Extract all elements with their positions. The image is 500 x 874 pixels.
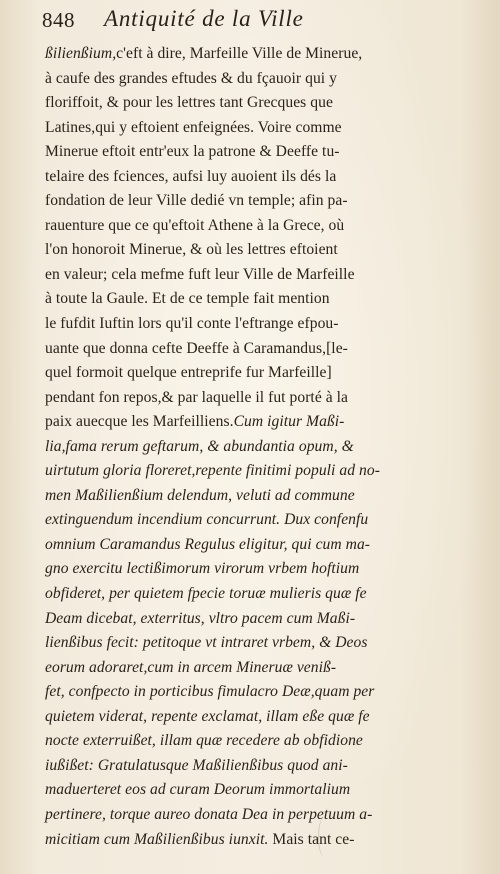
- text-line: [45, 828, 485, 853]
- latin-quote-segment: quietem viderat, repente exclamat, illam eße quæ fe: [45, 707, 370, 725]
- text-line: [45, 42, 485, 67]
- text-line: [45, 729, 485, 754]
- french-text-segment: c'eft à dire, Marfeille Ville de Minerue,: [116, 45, 363, 62]
- text-line: [45, 778, 485, 803]
- text-line: [45, 508, 485, 533]
- text-line: [45, 287, 485, 312]
- latin-quote-segment: obfideret, per quietem fpecie toruæ mulieris quæ fe: [45, 585, 367, 603]
- text-line: [45, 189, 485, 214]
- text-line: [45, 705, 485, 730]
- french-text-segment: floriffoit, & pour les lettres tant Grecques que: [45, 94, 333, 112]
- latin-quote-segment: lia,fama rerum geftarum, & abundantia opum, &: [45, 437, 354, 455]
- latin-quote-segment: eorum adoraret,cum in arcem Mineruæ veniß-: [45, 658, 337, 676]
- french-text-segment: Latines,qui y eftoient enfeignées. Voire comme: [45, 118, 342, 136]
- text-line: [45, 459, 485, 484]
- latin-quote-segment: micitiam cum Maßilienßibus iunxit.: [45, 830, 269, 848]
- text-line: [45, 680, 485, 705]
- text-line: [45, 557, 485, 582]
- text-line: [45, 631, 485, 656]
- text-line: [45, 140, 485, 165]
- latin-quote-segment: lienßibus fecit: petitoque vt intraret vrbem, & Deos: [45, 634, 368, 652]
- french-text-segment: Mais tant ce-: [268, 830, 355, 848]
- text-line: [45, 91, 485, 116]
- french-text-segment: l'on honoroit Minerue, & où les lettres eftoient: [45, 241, 338, 259]
- latin-quote-segment: men Maßilienßium delendum, veluti ad commune: [45, 486, 355, 504]
- latin-quote-segment: ßilienßium,: [45, 45, 117, 62]
- latin-quote-segment: maduerteret eos ad curam Deorum immortalium: [45, 781, 351, 799]
- body-text: [45, 42, 485, 852]
- latin-quote-segment: extinguendum incendium concurrunt. Dux confenfu: [45, 511, 369, 529]
- french-text-segment: quel formoit quelque entreprife fur Marfeille]: [45, 364, 332, 382]
- french-text-segment: le fufdit Iuftin lors qu'il conte l'eftrange efpou-: [45, 315, 339, 333]
- latin-quote-segment: omnium Caramandus Regulus eligitur, qui cum ma-: [45, 535, 371, 553]
- latin-quote-segment: gno exercitu lectißimorum virorum vrbem hoftium: [45, 560, 360, 578]
- latin-quote-segment: Cum igitur Maßi-: [233, 413, 345, 431]
- french-text-segment: à caufe des grandes eftudes & du fçauoir qui y: [45, 69, 337, 87]
- text-line: [45, 116, 485, 141]
- latin-quote-segment: pertinere, torque aureo donata Dea in perpetuum a-: [45, 805, 373, 823]
- text-line: [45, 803, 485, 828]
- french-text-segment: telaire des fciences, aufsi luy auoient ils dés la: [45, 167, 337, 185]
- french-text-segment: uante que donna cefte Deeffe à Caramandus,[le-: [45, 339, 348, 357]
- latin-quote-segment: nocte exterruißet, illam quæ recedere ab obfidione: [45, 732, 363, 750]
- text-line: [45, 582, 485, 607]
- text-line: [45, 754, 485, 779]
- french-text-segment: pendant fon repos,& par laquelle il fut porté à la: [45, 388, 349, 406]
- french-text-segment: Minerue eftoit entr'eux la patrone & Deeffe tu-: [45, 143, 340, 161]
- text-line: [45, 238, 485, 263]
- french-text-segment: en valeur; cela mefme fuft leur Ville de Marfeille: [45, 265, 355, 283]
- running-head: Antiquité de la Ville: [104, 6, 304, 31]
- paper-show-through-mark: [318, 818, 329, 856]
- text-line: [45, 67, 485, 92]
- page-number: 848: [42, 8, 75, 32]
- french-text-segment: fondation de leur Ville dedié vn temple; afin pa-: [45, 192, 348, 210]
- text-line: [45, 361, 485, 386]
- latin-quote-segment: fet, confpecto in porticibus fimulacro Deæ,quam per: [45, 683, 375, 701]
- french-text-segment: à toute la Gaule. Et de ce temple fait mention: [45, 290, 330, 308]
- text-line: [45, 337, 485, 362]
- text-line: [45, 165, 485, 190]
- latin-quote-segment: uirtutum gloria floreret,repente finitimi populi ad no-: [45, 462, 380, 480]
- french-text-segment: rauenture que ce qu'eftoit Athene à la Grece, où: [45, 216, 345, 234]
- text-line: [45, 214, 485, 239]
- text-line: [45, 410, 485, 435]
- text-line: [45, 484, 485, 509]
- text-line: [45, 312, 485, 337]
- latin-quote-segment: Deam dicebat, exterritus, vltro pacem cum Maßi-: [45, 609, 356, 627]
- text-line: [45, 656, 485, 681]
- text-line: [45, 386, 485, 411]
- text-line: [45, 435, 485, 460]
- text-line: [45, 533, 485, 558]
- french-text-segment: paix auecque les Marfeilliens.: [45, 413, 234, 431]
- page-header: [0, 6, 500, 40]
- text-line: [45, 607, 485, 632]
- text-line: [45, 263, 485, 288]
- latin-quote-segment: iußißet: Gratulatusque Maßilienßibus quod ani-: [45, 756, 348, 774]
